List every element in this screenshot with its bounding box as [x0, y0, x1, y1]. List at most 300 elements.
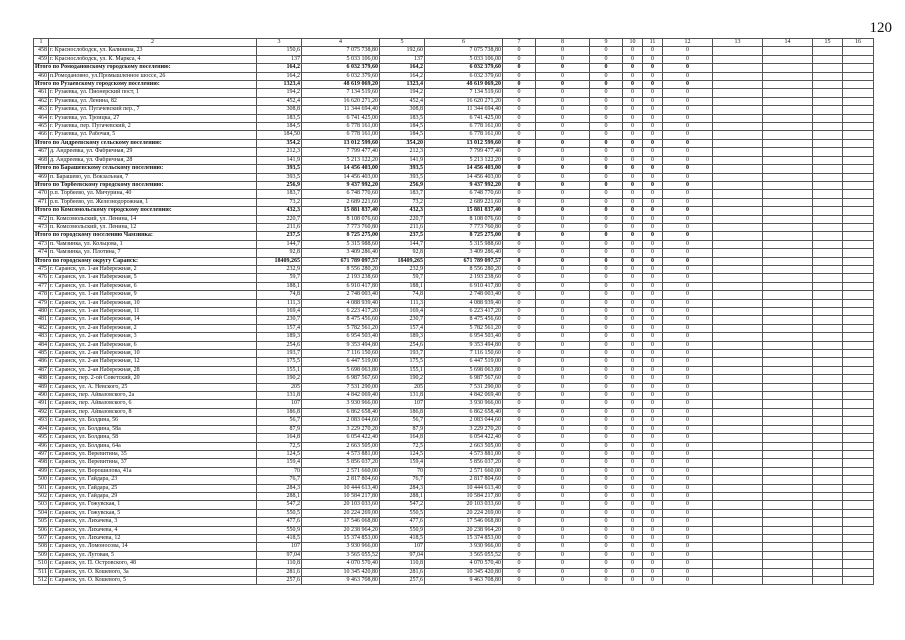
value-cell: 164,2	[380, 72, 425, 80]
value-cell: 0	[643, 400, 663, 408]
value-cell: 0	[590, 240, 623, 248]
empty-cell	[763, 240, 813, 248]
value-cell: 0	[503, 97, 536, 105]
row-number: 497	[34, 450, 49, 458]
empty-cell	[763, 215, 813, 223]
value-cell: 0	[536, 333, 590, 341]
value-cell: 190,2	[380, 375, 425, 383]
table-row	[34, 375, 874, 383]
empty-cell	[813, 358, 843, 366]
table-row	[34, 568, 874, 576]
value-cell: 0	[623, 450, 643, 458]
value-cell: 7 134 519,60	[425, 89, 503, 97]
header-cell: 14	[763, 39, 813, 47]
value-cell: 4 070 570,40	[425, 560, 503, 568]
value-cell: 0	[643, 257, 663, 265]
table-row	[34, 72, 874, 80]
empty-cell	[713, 560, 763, 568]
value-cell: 0	[536, 324, 590, 332]
value-cell: 9 463 708,80	[302, 577, 380, 585]
empty-cell	[813, 223, 843, 231]
table-row	[34, 316, 874, 324]
value-cell: 0	[623, 366, 643, 374]
value-cell: 157,4	[257, 324, 302, 332]
value-cell: 10 345 420,80	[425, 568, 503, 576]
address-cell: п. Чамзинка, ул. Кольцова, 1	[49, 240, 257, 248]
value-cell: 0	[663, 47, 713, 55]
value-cell: 550,9	[380, 526, 425, 534]
value-cell: 0	[623, 299, 643, 307]
empty-cell	[813, 459, 843, 467]
value-cell: 0	[503, 299, 536, 307]
row-number: 494	[34, 425, 49, 433]
empty-cell	[843, 350, 874, 358]
value-cell: 157,4	[380, 324, 425, 332]
value-cell: 0	[503, 484, 536, 492]
empty-cell	[763, 560, 813, 568]
empty-cell	[813, 190, 843, 198]
value-cell: 7 075 738,80	[302, 47, 380, 55]
empty-cell	[813, 274, 843, 282]
empty-cell	[843, 476, 874, 484]
empty-cell	[763, 467, 813, 475]
empty-cell	[843, 114, 874, 122]
empty-cell	[713, 333, 763, 341]
value-cell: 0	[590, 316, 623, 324]
value-cell: 92,8	[380, 249, 425, 257]
value-cell: 0	[590, 560, 623, 568]
empty-cell	[763, 383, 813, 391]
empty-cell	[763, 484, 813, 492]
value-cell: 164,2	[380, 64, 425, 72]
value-cell: 193,7	[257, 350, 302, 358]
value-cell: 257,6	[257, 577, 302, 585]
value-cell: 13 012 599,60	[425, 139, 503, 147]
empty-cell	[813, 518, 843, 526]
empty-cell	[713, 257, 763, 265]
value-cell: 0	[590, 450, 623, 458]
empty-cell	[763, 492, 813, 500]
value-cell: 288,1	[380, 492, 425, 500]
subtotal-row	[34, 257, 874, 265]
table-row	[34, 333, 874, 341]
empty-cell	[763, 316, 813, 324]
value-cell: 0	[536, 64, 590, 72]
value-cell: 6 748 770,60	[425, 190, 503, 198]
address-cell: п. Комсомольский, ул. Ленина, 12	[49, 223, 257, 231]
value-cell: 155,1	[380, 366, 425, 374]
value-cell: 0	[623, 223, 643, 231]
table-row	[34, 534, 874, 542]
empty-cell	[843, 190, 874, 198]
value-cell: 0	[623, 123, 643, 131]
table-row	[34, 392, 874, 400]
table-row	[34, 173, 874, 181]
row-number: 460	[34, 72, 49, 80]
value-cell: 0	[663, 223, 713, 231]
header-cell: 15	[813, 39, 843, 47]
value-cell: 0	[503, 450, 536, 458]
value-cell: 5 315 988,60	[302, 240, 380, 248]
value-cell: 7 531 290,00	[302, 383, 380, 391]
value-cell: 671 789 097,57	[302, 257, 380, 265]
table-row	[34, 450, 874, 458]
empty-cell	[763, 358, 813, 366]
empty-cell	[763, 392, 813, 400]
value-cell: 0	[643, 492, 663, 500]
empty-cell	[813, 55, 843, 63]
value-cell: 155,1	[257, 366, 302, 374]
value-cell: 2 663 505,00	[302, 442, 380, 450]
table-row	[34, 501, 874, 509]
empty-cell	[813, 123, 843, 131]
value-cell: 354,20	[380, 139, 425, 147]
value-cell: 0	[623, 324, 643, 332]
value-cell: 184,5	[380, 131, 425, 139]
value-cell: 0	[643, 551, 663, 559]
empty-cell	[843, 232, 874, 240]
value-cell: 0	[590, 123, 623, 131]
empty-cell	[843, 81, 874, 89]
empty-cell	[713, 400, 763, 408]
value-cell: 0	[503, 139, 536, 147]
empty-cell	[713, 425, 763, 433]
value-cell: 0	[536, 560, 590, 568]
value-cell: 281,6	[257, 568, 302, 576]
value-cell: 550,9	[257, 526, 302, 534]
value-cell: 288,1	[257, 492, 302, 500]
value-cell: 0	[590, 518, 623, 526]
value-cell: 0	[590, 484, 623, 492]
value-cell: 150,6	[257, 47, 302, 55]
empty-cell	[763, 568, 813, 576]
value-cell: 0	[536, 518, 590, 526]
value-cell: 0	[623, 560, 643, 568]
value-cell: 6 778 161,00	[425, 123, 503, 131]
row-number: 491	[34, 400, 49, 408]
value-cell: 256,9	[257, 181, 302, 189]
value-cell: 6 032 379,60	[302, 72, 380, 80]
value-cell: 110,8	[380, 560, 425, 568]
table-row	[34, 198, 874, 206]
value-cell: 0	[623, 148, 643, 156]
empty-cell	[763, 207, 813, 215]
value-cell: 0	[590, 291, 623, 299]
empty-cell	[813, 442, 843, 450]
value-cell: 6 223 417,20	[302, 308, 380, 316]
value-cell: 0	[590, 265, 623, 273]
empty-cell	[713, 55, 763, 63]
value-cell: 48 619 069,20	[302, 81, 380, 89]
empty-cell	[843, 560, 874, 568]
value-cell: 0	[536, 501, 590, 509]
value-cell: 2 083 044,60	[302, 417, 380, 425]
value-cell: 0	[663, 341, 713, 349]
value-cell: 73,2	[257, 198, 302, 206]
empty-cell	[763, 551, 813, 559]
empty-cell	[813, 316, 843, 324]
empty-cell	[813, 47, 843, 55]
empty-cell	[813, 560, 843, 568]
value-cell: 2 689 221,60	[302, 198, 380, 206]
value-cell: 124,5	[257, 450, 302, 458]
empty-cell	[763, 459, 813, 467]
value-cell: 0	[643, 434, 663, 442]
value-cell: 6 910 417,80	[302, 282, 380, 290]
value-cell: 11 344 694,40	[302, 106, 380, 114]
empty-cell	[813, 156, 843, 164]
address-cell: г. Рузаевка, ул. Ленина, 82	[49, 97, 257, 105]
value-cell: 308,8	[257, 106, 302, 114]
empty-cell	[813, 383, 843, 391]
empty-cell	[843, 518, 874, 526]
table-row	[34, 308, 874, 316]
address-cell: г. Саранск, ул. Ворошилова, 41а	[49, 467, 257, 475]
value-cell: 5 698 063,80	[425, 366, 503, 374]
row-number: 458	[34, 47, 49, 55]
row-number: 512	[34, 577, 49, 585]
value-cell: 0	[590, 425, 623, 433]
address-cell: г. Саранск, ул. 2-ая Набережная, 3	[49, 333, 257, 341]
value-cell: 0	[663, 282, 713, 290]
empty-cell	[713, 341, 763, 349]
empty-cell	[763, 442, 813, 450]
table-row	[34, 358, 874, 366]
subtotal-label: Итого по Барашевскому сельскому поселению:	[34, 165, 257, 173]
value-cell: 16 620 271,20	[425, 97, 503, 105]
value-cell: 9 437 992,20	[302, 181, 380, 189]
empty-cell	[713, 64, 763, 72]
value-cell: 3 229 270,20	[425, 425, 503, 433]
value-cell: 393,5	[380, 165, 425, 173]
empty-cell	[813, 568, 843, 576]
value-cell: 20 238 964,20	[302, 526, 380, 534]
header-cell: 2	[49, 39, 257, 47]
value-cell: 183,5	[257, 114, 302, 122]
value-cell: 0	[590, 341, 623, 349]
value-cell: 0	[663, 165, 713, 173]
value-cell: 92,8	[257, 249, 302, 257]
value-cell: 0	[623, 190, 643, 198]
value-cell: 3 409 286,40	[425, 249, 503, 257]
empty-cell	[713, 173, 763, 181]
value-cell: 0	[663, 543, 713, 551]
empty-cell	[763, 450, 813, 458]
value-cell: 0	[590, 308, 623, 316]
row-number: 503	[34, 501, 49, 509]
address-cell: г. Рузаевка, ул. Пионерский пост, 1	[49, 89, 257, 97]
empty-cell	[713, 476, 763, 484]
empty-cell	[843, 450, 874, 458]
value-cell: 7 116 150,60	[425, 350, 503, 358]
value-cell: 183,7	[257, 190, 302, 198]
table-row	[34, 366, 874, 374]
value-cell: 0	[503, 358, 536, 366]
value-cell: 7 773 760,80	[302, 223, 380, 231]
empty-cell	[763, 81, 813, 89]
row-number: 484	[34, 341, 49, 349]
empty-cell	[763, 106, 813, 114]
value-cell: 0	[503, 47, 536, 55]
empty-cell	[813, 526, 843, 534]
row-number: 496	[34, 442, 49, 450]
value-cell: 418,5	[257, 534, 302, 542]
value-cell: 3 565 055,52	[302, 551, 380, 559]
value-cell: 175,5	[380, 358, 425, 366]
value-cell: 0	[590, 467, 623, 475]
row-number: 473	[34, 223, 49, 231]
value-cell: 3 930 966,00	[425, 543, 503, 551]
value-cell: 0	[643, 333, 663, 341]
value-cell: 547,2	[257, 501, 302, 509]
empty-cell	[813, 291, 843, 299]
value-cell: 212,3	[380, 148, 425, 156]
value-cell: 0	[536, 484, 590, 492]
table-row	[34, 434, 874, 442]
address-cell: п.Ромодановно, ул.Промышленное шоссе, 26	[49, 72, 257, 80]
value-cell: 70	[380, 467, 425, 475]
table-row	[34, 291, 874, 299]
value-cell: 0	[536, 291, 590, 299]
empty-cell	[713, 501, 763, 509]
value-cell: 0	[590, 492, 623, 500]
value-cell: 56,7	[257, 417, 302, 425]
value-cell: 20 224 269,00	[425, 509, 503, 517]
empty-cell	[763, 190, 813, 198]
value-cell: 73,2	[380, 198, 425, 206]
empty-cell	[813, 450, 843, 458]
value-cell: 0	[503, 476, 536, 484]
value-cell: 0	[663, 408, 713, 416]
header-cell: 10	[623, 39, 643, 47]
empty-cell	[843, 223, 874, 231]
empty-cell	[813, 476, 843, 484]
address-cell: г. Краснослободск, ул. Калинина, 23	[49, 47, 257, 55]
value-cell: 0	[663, 333, 713, 341]
empty-cell	[843, 324, 874, 332]
empty-cell	[763, 408, 813, 416]
value-cell: 0	[663, 240, 713, 248]
value-cell: 0	[503, 207, 536, 215]
value-cell: 7 799 477,40	[425, 148, 503, 156]
empty-cell	[763, 577, 813, 585]
value-cell: 0	[536, 450, 590, 458]
value-cell: 0	[536, 568, 590, 576]
value-cell: 0	[536, 106, 590, 114]
value-cell: 194,2	[380, 89, 425, 97]
value-cell: 0	[590, 64, 623, 72]
value-cell: 0	[503, 400, 536, 408]
row-number: 469	[34, 173, 49, 181]
value-cell: 0	[503, 577, 536, 585]
value-cell: 4 842 069,40	[425, 392, 503, 400]
value-cell: 70	[257, 467, 302, 475]
value-cell: 0	[590, 81, 623, 89]
empty-cell	[763, 55, 813, 63]
value-cell: 184,50	[257, 131, 302, 139]
value-cell: 141,9	[380, 156, 425, 164]
value-cell: 0	[663, 400, 713, 408]
row-number: 467	[34, 148, 49, 156]
value-cell: 0	[623, 383, 643, 391]
value-cell: 0	[663, 97, 713, 105]
value-cell: 0	[623, 308, 643, 316]
value-cell: 0	[643, 568, 663, 576]
value-cell: 4 070 570,40	[302, 560, 380, 568]
empty-cell	[713, 442, 763, 450]
value-cell: 0	[503, 114, 536, 122]
empty-cell	[843, 72, 874, 80]
value-cell: 0	[643, 467, 663, 475]
empty-cell	[813, 501, 843, 509]
value-cell: 111,3	[380, 299, 425, 307]
value-cell: 164,8	[257, 434, 302, 442]
empty-cell	[763, 308, 813, 316]
value-cell: 20 103 033,60	[302, 501, 380, 509]
value-cell: 671 789 097,57	[425, 257, 503, 265]
empty-cell	[843, 534, 874, 542]
empty-cell	[843, 577, 874, 585]
value-cell: 0	[590, 417, 623, 425]
value-cell: 74,8	[257, 291, 302, 299]
value-cell: 0	[503, 131, 536, 139]
value-cell: 2 689 221,60	[425, 198, 503, 206]
value-cell: 0	[663, 232, 713, 240]
value-cell: 14 456 403,00	[302, 165, 380, 173]
value-cell: 0	[643, 106, 663, 114]
value-cell: 0	[536, 425, 590, 433]
value-cell: 0	[643, 383, 663, 391]
row-number: 507	[34, 534, 49, 542]
value-cell: 0	[536, 299, 590, 307]
empty-cell	[813, 341, 843, 349]
table-row	[34, 350, 874, 358]
empty-cell	[813, 551, 843, 559]
value-cell: 0	[536, 308, 590, 316]
value-cell: 4 088 939,40	[302, 299, 380, 307]
value-cell: 189,3	[380, 333, 425, 341]
value-cell: 186,8	[257, 408, 302, 416]
empty-cell	[843, 139, 874, 147]
value-cell: 2 663 505,00	[425, 442, 503, 450]
value-cell: 7 075 738,80	[425, 47, 503, 55]
value-cell: 0	[643, 476, 663, 484]
value-cell: 0	[623, 417, 643, 425]
value-cell: 0	[623, 240, 643, 248]
empty-cell	[763, 165, 813, 173]
value-cell: 237,5	[380, 232, 425, 240]
value-cell: 254,6	[257, 341, 302, 349]
address-cell: п. Чамзинка, ул. Плотина, 7	[49, 249, 257, 257]
value-cell: 56,7	[380, 417, 425, 425]
value-cell: 0	[643, 577, 663, 585]
value-cell: 0	[643, 375, 663, 383]
empty-cell	[843, 173, 874, 181]
value-cell: 0	[663, 501, 713, 509]
address-cell: г. Саранск, ул. Гожувская, 1	[49, 501, 257, 509]
empty-cell	[763, 324, 813, 332]
empty-cell	[843, 131, 874, 139]
empty-cell	[813, 492, 843, 500]
address-cell: д. Андреевка, ул. Фабричная, 28	[49, 156, 257, 164]
value-cell: 0	[590, 139, 623, 147]
table-row	[34, 223, 874, 231]
value-cell: 186,8	[380, 408, 425, 416]
row-number: 462	[34, 97, 49, 105]
value-cell: 0	[623, 215, 643, 223]
value-cell: 0	[663, 89, 713, 97]
value-cell: 5 698 063,80	[302, 366, 380, 374]
